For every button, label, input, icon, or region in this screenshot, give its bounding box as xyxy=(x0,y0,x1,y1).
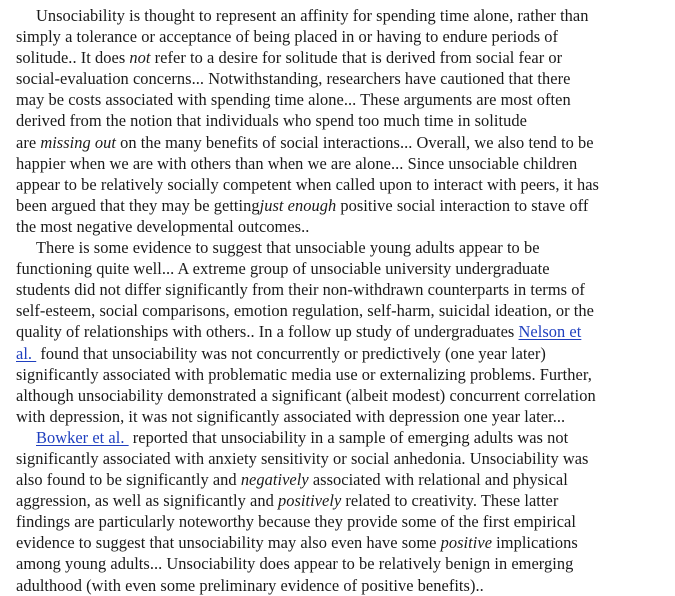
paragraph-unsociability-definition xyxy=(16,5,664,237)
text-line xyxy=(16,300,664,321)
citation-link[interactable]: Bowker et al. xyxy=(36,427,129,447)
text-run: may be costs associated with spending time alone... These arguments are most often xyxy=(16,90,571,110)
text-line xyxy=(16,153,664,174)
emphasized-text: missing out xyxy=(40,132,116,152)
text-line xyxy=(16,448,664,469)
text-line xyxy=(16,216,664,237)
text-run: students did not differ significantly from their non-withdrawn counterparts in terms of xyxy=(16,280,585,300)
text-run: associated with relational and physical xyxy=(308,470,568,490)
text-line xyxy=(16,195,664,216)
text-line xyxy=(16,110,664,131)
text-run: There is some evidence to suggest that unsociable young adults appear to be xyxy=(36,238,540,258)
document-body xyxy=(16,5,664,596)
text-run: simply a tolerance or acceptance of being placed in or having to endure periods of xyxy=(16,27,559,47)
citation-link[interactable]: al. xyxy=(16,343,37,363)
text-line xyxy=(16,575,664,596)
text-line xyxy=(16,174,664,195)
text-run: refer to a desire for solitude that is derived from social fear or xyxy=(150,48,563,68)
text-line xyxy=(16,47,664,68)
text-run: appear to be relatively socially competent when called upon to interact with peers, it has xyxy=(16,174,599,194)
text-run: adulthood (with even some preliminary evidence of positive benefits).. xyxy=(16,575,484,595)
text-run: findings are particularly noteworthy because they provide some of the first empirical xyxy=(16,512,576,532)
emphasized-text: not xyxy=(129,48,151,68)
citation-link[interactable]: Nelson et xyxy=(518,322,582,342)
text-run: related to creativity. These latter xyxy=(341,491,559,511)
text-line xyxy=(16,5,664,26)
text-line xyxy=(16,553,664,574)
text-run: although unsociability demonstrated a significant (albeit modest) concurrent correlation xyxy=(16,385,596,405)
text-run: been argued that they may be getting xyxy=(16,195,260,215)
text-line xyxy=(16,406,664,427)
text-run: significantly associated with problematic media use or externalizing problems. Further, xyxy=(16,364,592,384)
text-run: happier when we are with others than when we are alone... Since unsociable children xyxy=(16,153,578,173)
text-run: positive social interaction to stave off xyxy=(336,195,589,215)
text-line xyxy=(16,89,664,110)
text-run: aggression, as well as significantly and xyxy=(16,491,278,511)
text-line xyxy=(16,237,664,258)
text-line xyxy=(16,343,664,364)
emphasized-text: positively xyxy=(277,491,342,511)
text-line xyxy=(16,511,664,532)
text-line xyxy=(16,427,664,448)
text-line xyxy=(16,279,664,300)
text-run: on the many benefits of social interactions... Overall, we also tend to be xyxy=(116,132,594,152)
text-run: also found to be significantly and xyxy=(16,470,241,490)
text-run: quality of relationships with others.. In a follow up study of undergraduates xyxy=(16,322,519,342)
text-run: Unsociability is thought to represent an affinity for spending time alone, rather than xyxy=(36,6,589,25)
text-run: found that unsociability was not concurrently or predictively (one year later) xyxy=(36,343,546,363)
text-run: derived from the notion that individuals who spend too much time in solitude xyxy=(16,111,527,131)
text-run: significantly associated with anxiety sensitivity or social anhedonia. Unsociability was xyxy=(16,448,589,468)
text-run: are xyxy=(16,132,41,152)
paragraph-young-adults-evidence xyxy=(16,237,664,427)
text-line xyxy=(16,321,664,342)
paragraph-emerging-adults-findings xyxy=(16,427,664,596)
text-run: reported that unsociability in a sample of emerging adults was not xyxy=(128,427,569,447)
text-line xyxy=(16,532,664,553)
emphasized-text: just enough xyxy=(259,195,337,215)
text-line xyxy=(16,490,664,511)
text-run: the most negative developmental outcomes.. xyxy=(16,216,310,236)
text-run: functioning quite well... A extreme group of unsociable university undergraduate xyxy=(16,259,550,279)
text-line xyxy=(16,469,664,490)
emphasized-text: positive xyxy=(440,533,493,553)
text-run: evidence to suggest that unsociability may also even have some xyxy=(16,533,441,553)
text-line xyxy=(16,26,664,47)
text-line xyxy=(16,364,664,385)
text-line xyxy=(16,68,664,89)
text-line xyxy=(16,132,664,153)
text-run: social-evaluation concerns... Notwithstanding, researchers have cautioned that there xyxy=(16,69,571,89)
emphasized-text: negatively xyxy=(240,470,309,490)
text-run: implications xyxy=(492,533,578,553)
text-run: self-esteem, social comparisons, emotion regulation, self-harm, suicidal ideation, or the xyxy=(16,301,594,321)
text-line xyxy=(16,385,664,406)
text-run: with depression, it was not significantly associated with depression one year later... xyxy=(16,406,566,426)
text-run: among young adults... Unsociability does appear to be relatively benign in emerging xyxy=(16,554,574,574)
text-line xyxy=(16,258,664,279)
text-run: solitude.. It does xyxy=(16,48,130,68)
